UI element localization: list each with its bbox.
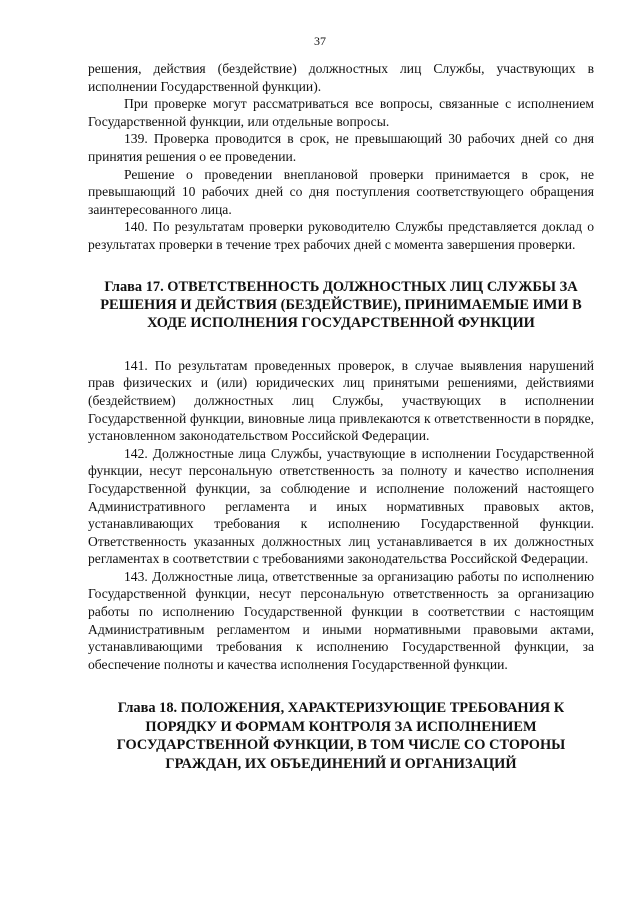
paragraph-140: 140. По результатам проверки руководителю Службы представляется доклад о результатах проверки в течение трех рабочих дней с момента завершения проверки. [88, 219, 594, 252]
paragraph-143: 143. Должностные лица, ответственные за организацию работы по исполнению Государственной функции, несут персональную ответственность за организацию работы по исполнению Государственной функции в соответствии с настоящим Административным регламентом и иными нормативными правовыми актами, устанавливающими требования к исполнению Государственной функции, за обеспечение полноты и качества исполнения Государственной функции. [88, 568, 594, 672]
paragraph-139: 139. Проверка проводится в срок, не превышающий 30 рабочих дней со дня принятия решения о ее проведении. [88, 131, 594, 164]
paragraph-142: 142. Должностные лица Службы, участвующие в исполнении Государственной функции, несут персональную ответственность за полноту и качество исполнения Государственной функции, за соблюдение и исполнение положений настоящего Административного регламента и иных нормативных правовых актов, устанавливающих требования к исполнению Государственной функции. Ответственность указанных должностных лиц устанавливается в их должностных регламентах в соответствии с требованиями законодательства Российской Федерации. [88, 445, 594, 567]
document-body [88, 60, 594, 773]
paragraph: решения, действия (бездействие) должностных лиц Службы, участвующих в исполнении Государственной функции). [88, 61, 594, 94]
page-number: 37 [314, 34, 326, 48]
paragraph-141: 141. По результатам проведенных проверок, в случае выявления нарушений прав физических и (или) юридических лиц принятыми решениями, действиями (бездействием) должностных лиц Службы, участвующих в исполнении Государственной функции, виновные лица привлекаются к ответственности в порядке, установленном законодательством Российской Федерации. [88, 357, 594, 444]
chapter-17-heading: Глава 17. ОТВЕТСТВЕННОСТЬ ДОЛЖНОСТНЫХ ЛИЦ СЛУЖБЫ ЗА РЕШЕНИЯ И ДЕЙСТВИЯ (БЕЗДЕЙСТВИЕ), ПРИНИМАЕМЫЕ ИМИ В ХОДЕ ИСПОЛНЕНИЯ ГОСУДАРСТВЕННОЙ ФУНКЦИИ [100, 278, 582, 332]
chapter-18-heading: Глава 18. ПОЛОЖЕНИЯ, ХАРАКТЕРИЗУЮЩИЕ ТРЕБОВАНИЯ К ПОРЯДКУ И ФОРМАМ КОНТРОЛЯ ЗА ИСПОЛНЕНИЕМ ГОСУДАРСТВЕННОЙ ФУНКЦИИ, В ТОМ ЧИСЛЕ СО СТОРОНЫ ГРАЖДАН, ИХ ОБЪЕДИНЕНИЙ И ОРГАНИЗАЦИЙ [116, 700, 566, 772]
paragraph: При проверке могут рассматриваться все вопросы, связанные с исполнением Государственной функции, или отдельные вопросы. [88, 96, 594, 129]
paragraph: Решение о проведении внеплановой проверки принимается в срок, не превышающий 10 рабочих дней со дня поступления соответствующего обращения заинтересованного лица. [88, 166, 594, 217]
